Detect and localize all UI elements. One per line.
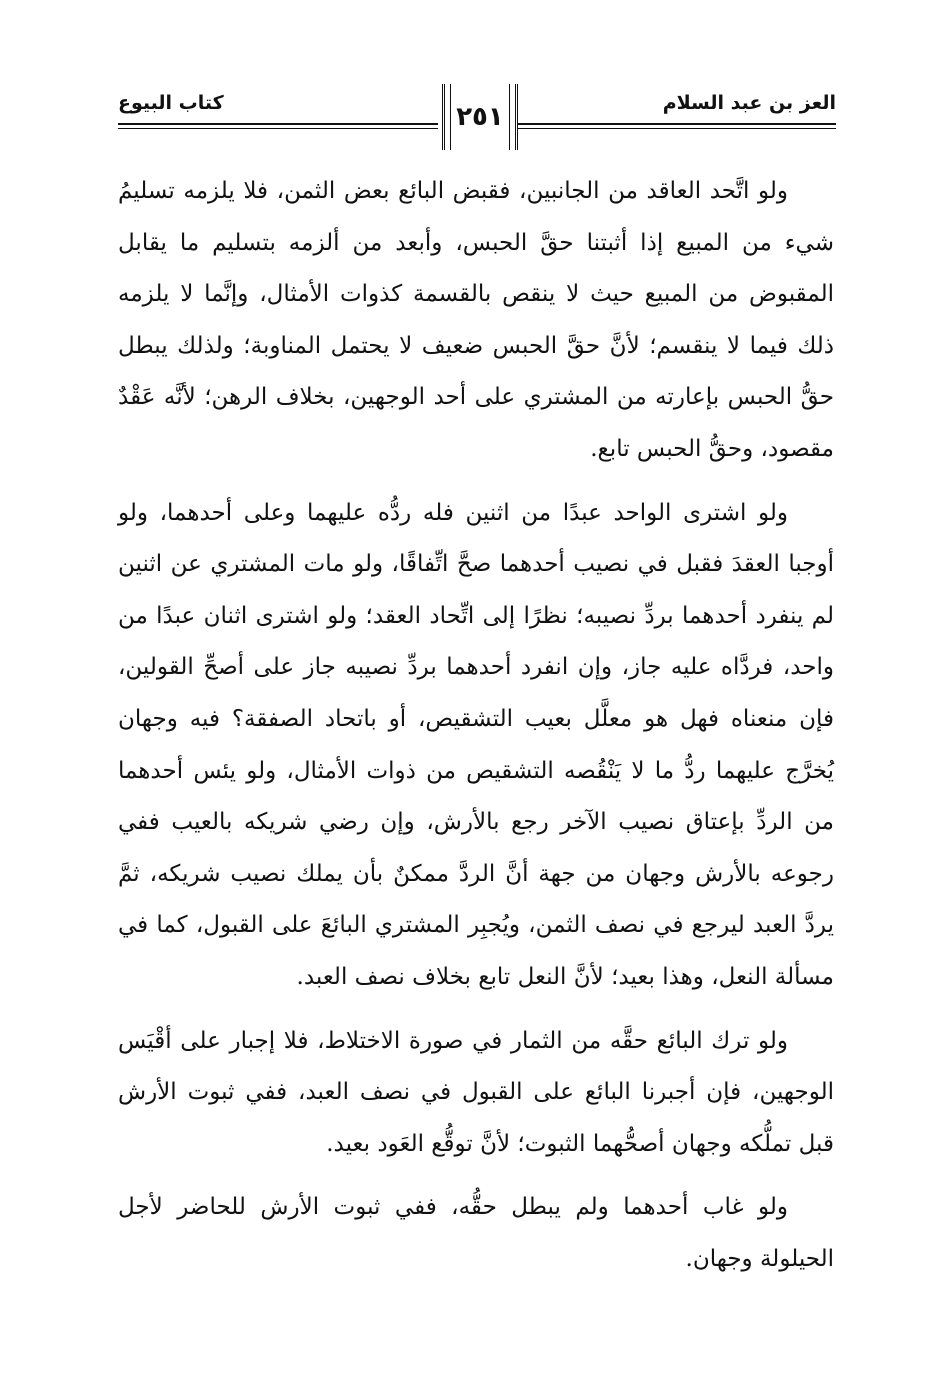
page-number-frame: [442, 84, 518, 150]
running-header: [118, 84, 836, 154]
page-number: ٢٥١: [456, 102, 504, 132]
book-section-title: كتاب البيوع: [118, 92, 224, 114]
header-rule-left: [118, 123, 438, 125]
paragraph: ولو ترك البائع حقَّه من الثمار في صورة الاختلاط، فلا إجبار على أقْيَس الوجهين، فإن أجبرنا البائع على القبول في نصف العبد، ففي ثبوت الأرش قبل تملُّكه وجهان أصحُّهما الثبوت؛ لأنَّ توقُّع العَود بعيد.: [118, 1027, 834, 1157]
author-title: العز بن عبد السلام: [662, 92, 836, 114]
paragraph: ولو غاب أحدهما ولم يبطل حقُّه، ففي ثبوت الأرش للحاضر لأجل الحيلولة وجهان.: [118, 1194, 834, 1272]
header-rule-right-thin: [518, 128, 836, 129]
page-body: [118, 166, 834, 1297]
header-rule-left-thin: [118, 128, 438, 129]
header-rule-right: [518, 123, 836, 125]
paragraph: ولو اشترى الواحد عبدًا من اثنين فله ردُّه عليهما وعلى أحدهما، ولو أوجبا العقدَ فقبل في نصيب أحدهما صحَّ اتِّفاقًا، ولو مات المشتري عن اثنين لم ينفرد أحدهما بردِّ نصيبه؛ نظرًا إلى اتِّحاد العقد؛ ولو اشترى اثنان عبدًا من واحد، فردَّاه عليه جاز، وإن انفرد أحدهما بردِّ نصيبه جاز على أصحِّ القولين، فإن منعناه فهل هو معلَّل بعيب التشقيص، أو باتحاد الصفقة؟ فيه وجهان يُخرَّج عليهما ردُّ ما لا يَنْقُصه التشقيص من ذوات الأمثال، ولو يئس أحدهما من الردِّ بإعتاق نصيب الآخر رجع بالأرش، وإن رضي شريكه بالعيب ففي رجوعه بالأرش وجهان من جهة أنَّ الردَّ ممكنٌ بأن يملك نصيب شريكه، ثمَّ يردَّ العبد ليرجع في نصف الثمن، ويُجبِر المشتري البائعَ على القبول، كما في مسألة النعل، وهذا بعيد؛ لأنَّ النعل تابع بخلاف نصف العبد.: [118, 499, 834, 990]
paragraph: ولو اتَّحد العاقد من الجانبين، فقبض البائع بعض الثمن، فلا يلزمه تسليمُ شيء من المبيع إذا أثبتنا حقَّ الحبس، وأبعد من ألزمه بتسليم ما يقابل المقبوض من المبيع حيث لا ينقص بالقسمة كذوات الأمثال، وإنَّما لا يلزمه ذلك فيما لا ينقسم؛ لأنَّ حقَّ الحبس ضعيف لا يحتمل المناوبة؛ ولذلك يبطل حقُّ الحبس بإعارته من المشتري على أحد الوجهين، بخلاف الرهن؛ لأنَّه عَقْدٌ مقصود، وحقُّ الحبس تابع.: [118, 178, 834, 462]
